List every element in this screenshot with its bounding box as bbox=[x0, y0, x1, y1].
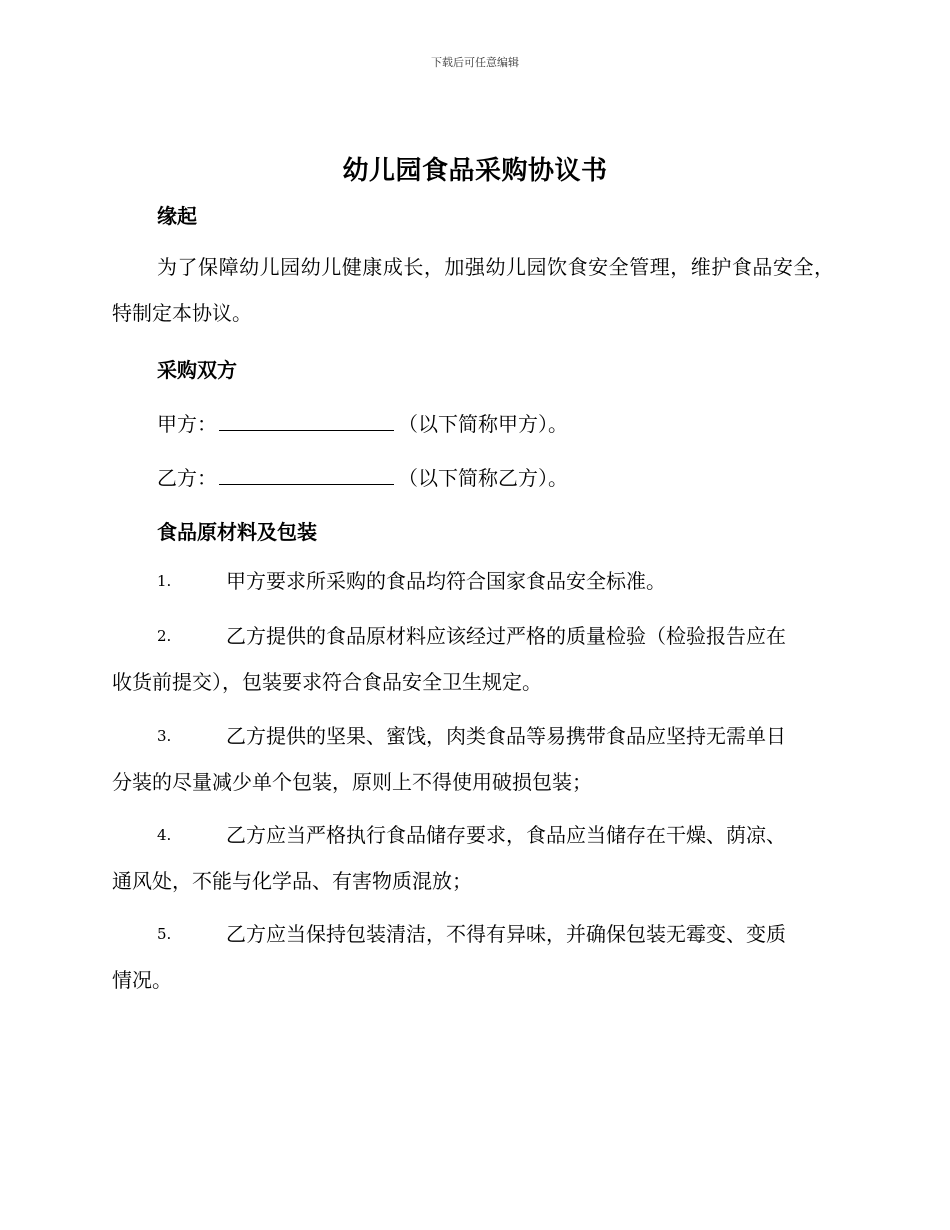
party-b-line bbox=[157, 462, 568, 491]
party-b-blank[interactable] bbox=[219, 466, 394, 485]
item-text-line2: 分装的尽量减少单个包装，原则上不得使用破损包装； bbox=[112, 770, 592, 794]
item-number: 1. bbox=[157, 572, 172, 590]
item-text-line1: 乙方应当保持包装清洁，不得有异味，并确保包装无霉变、变质 bbox=[226, 922, 786, 946]
item-text-line2: 收货前提交），包装要求符合食品安全卫生规定。 bbox=[112, 670, 542, 694]
item-number: 4. bbox=[157, 826, 172, 844]
origin-paragraph: 为了保障幼儿园幼儿健康成长，加强幼儿园饮食安全管理，维护食品安全，特制定本协议。 bbox=[112, 255, 834, 325]
section-heading-materials: 食品原材料及包装 bbox=[157, 520, 317, 544]
list-item bbox=[112, 558, 834, 604]
section-heading-parties: 采购双方 bbox=[157, 358, 237, 382]
party-a-line bbox=[157, 408, 568, 437]
list-item bbox=[112, 812, 834, 904]
party-b-suffix: （以下简称乙方）。 bbox=[398, 466, 568, 490]
item-text-line1: 乙方提供的食品原材料应该经过严格的质量检验（检验报告应在 bbox=[226, 624, 786, 648]
list-item bbox=[112, 911, 834, 1003]
list-item bbox=[112, 713, 834, 805]
header-note: 下载后可任意编辑 bbox=[431, 56, 519, 69]
party-a-label: 甲方： bbox=[157, 412, 217, 436]
item-number: 5. bbox=[157, 925, 172, 943]
item-text-line1: 乙方提供的坚果、蜜饯，肉类食品等易携带食品应坚持无需单日 bbox=[226, 724, 786, 748]
party-a-suffix: （以下简称甲方）。 bbox=[398, 412, 568, 436]
item-text-line1: 甲方要求所采购的食品均符合国家食品安全标准。 bbox=[226, 569, 666, 593]
list-item bbox=[112, 613, 834, 705]
item-text-line2: 通风处，不能与化学品、有害物质混放； bbox=[112, 869, 472, 893]
party-a-blank[interactable] bbox=[219, 412, 394, 431]
party-b-label: 乙方： bbox=[157, 466, 217, 490]
section-heading-origin: 缘起 bbox=[157, 204, 197, 228]
document-title: 幼儿园食品采购协议书 bbox=[342, 156, 608, 186]
item-text-line2: 情况。 bbox=[112, 968, 172, 992]
item-number: 2. bbox=[157, 627, 172, 645]
item-text-line1: 乙方应当严格执行食品储存要求，食品应当储存在干燥、荫凉、 bbox=[226, 823, 786, 847]
item-number: 3. bbox=[157, 727, 172, 745]
